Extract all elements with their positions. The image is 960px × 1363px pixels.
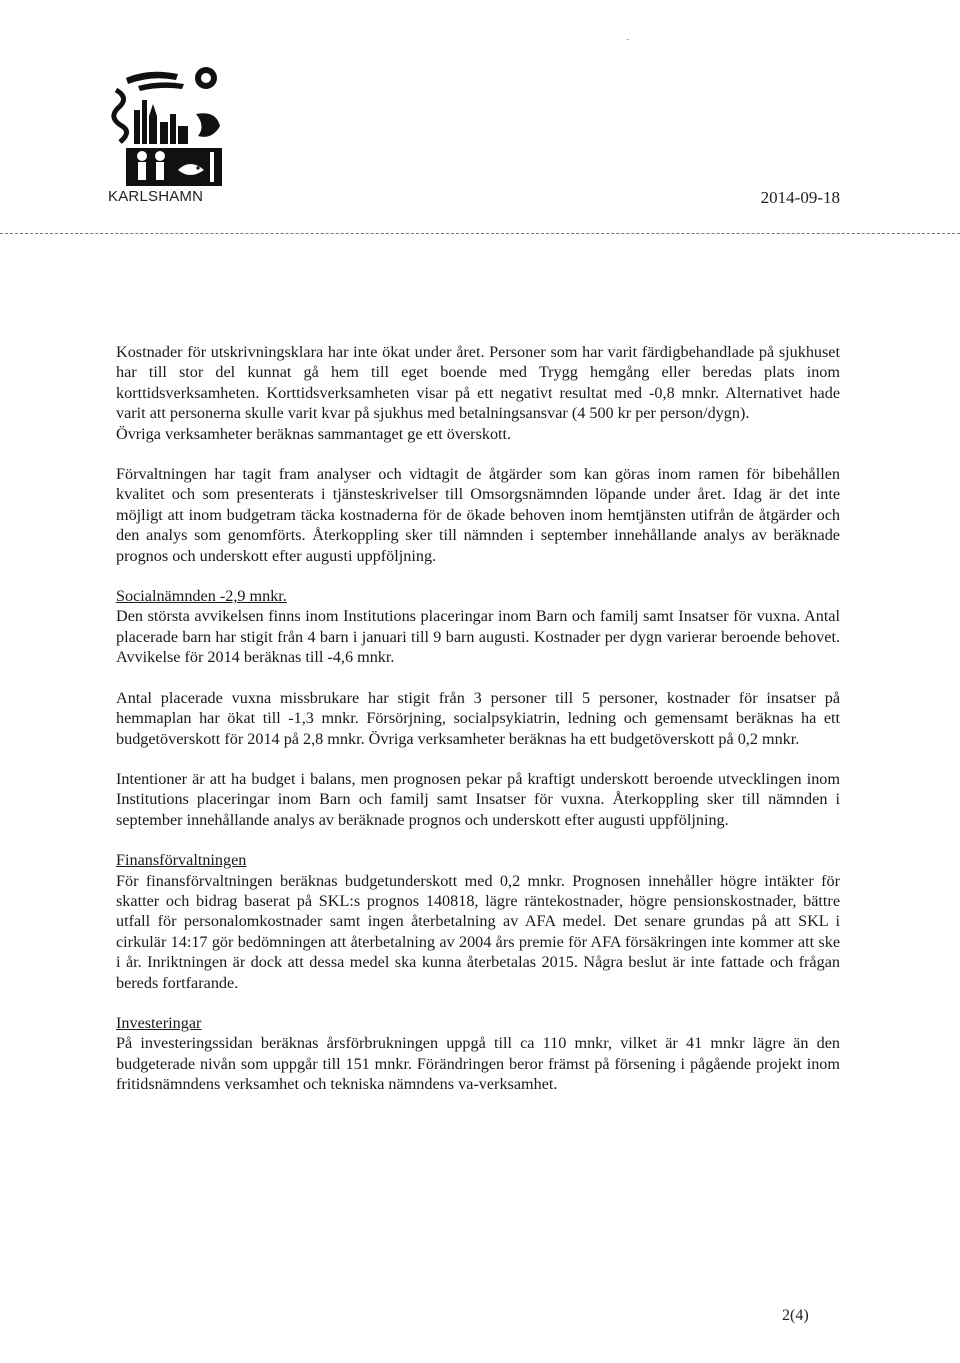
heading-finansforvaltningen: Finansförvaltningen <box>116 851 247 870</box>
paragraph-intentioner: Intentioner är att ha budget i balans, men prognosen pekar på kraftigt underskott beroende utvecklingen inom Institutions placeringar inom Barn och familj samt Insatser för vuxna. Återkoppling sker till nämnden i september innehållande analys av beräknade prognos och underskott efter augusti uppföljning. <box>116 769 840 829</box>
logo-text: KARLSHAMN <box>108 188 204 205</box>
paragraph-ovriga-verksamheter: Övriga verksamheter beräknas sammantaget ge ett överskott. <box>116 424 512 443</box>
paragraph-forvaltningen: Förvaltningen har tagit fram analyser och vidtagit de åtgärder som kan göras inom ramen för bibehållen kvalitet och som presenterats i tjänsteskrivelser till Omsorgsnämnden löpande under året. Idag är det inte möjligt att inom budgetram täcka kostnaderna för de ökade behoven inom hemtjänsten utifrån de åtgärder och den analys som genomförts. Återkoppling sker till nämnden i september innehållande analys av beräknade prognos och underskott efter augusti uppföljning. <box>116 465 840 565</box>
paragraph-finansforvaltningen: För finansförvaltningen beräknas budgetunderskott med 0,2 mnkr. Prognosen innehåller högre intäkter för skatter och bidrag baserat på SKL:s prognos 140818, lägre räntekostnader, högre pensionskostnader, bättre utfall för personalomkostnader samt ingen återbetalning av AFA medel. Det senare grundas på att SKL i cirkulär 14:17 gör bedömningen att återbetalning av 2004 års premie för AFA försäkringen inte kommer att ske i år. Inriktningen är dock att dessa medel ska kunna återbetalas 2015. Några beslut är inte fattade och frågan bereds fortfarande. <box>116 871 840 992</box>
karlshamn-logo <box>108 60 230 210</box>
paragraph-vuxna-missbrukare: Antal placerade vuxna missbrukare har stigit från 3 personer till 5 personer, kostnader för insatser på hemmaplan har ökat till -1,3 mnkr. Försörjning, socialpsykiatrin, ledning och gemensamt beräknas ha ett budgetöverskott för 2014 på 2,8 mnkr. Övriga verksamheter beräknas ha ett budgetöverskott på 0,2 mnkr. <box>116 688 840 748</box>
heading-socialnamnden: Socialnämnden -2,9 mnkr. <box>116 587 287 606</box>
city-crest-icon <box>108 60 230 188</box>
paragraph-utskrivningsklara: Kostnader för utskrivningsklara har inte ökat under året. Personer som har varit färdigbehandlade på sjukhuset har till stor del kunnat gå hem till eget boende med Trygg hemgång eller beredas plats inom korttidsverksamheten. Korttidsverksamheten visar på ett negativt resultat med -0,8 mnkr. Alternativet hade varit att personerna skulle varit kvar på sjukhus med betalningsansvar (4 500 kr per person/dygn). <box>116 343 840 423</box>
header-divider <box>0 233 960 234</box>
page-number: 2(4) <box>782 1307 809 1324</box>
heading-investeringar: Investeringar <box>116 1013 202 1032</box>
paragraph-avvikelse-barn: Den största avvikelsen finns inom Institutions placeringar inom Barn och familj samt Insatser för vuxna. Antal placerade barn har stigit från 4 barn i januari till 9 barn augusti. Kostnader per dygn varierar beroende behovet. Avvikelse för 2014 beräknas till -4,6 mnkr. <box>116 607 840 667</box>
document-body <box>116 342 840 1115</box>
paragraph-investeringar: På investeringssidan beräknas årsförbrukningen uppgå till ca 110 mnkr, vilket är 41 mnkr lägre än den budgeterade nivån som uppgår till 151 mnkr. Förändringen beror främst på försening i pågående projekt inom fritidsnämndens verksamhet och tekniska nämndens va-verksamhet. <box>116 1034 840 1094</box>
margin-mark: - <box>626 34 630 45</box>
document-date: 2014-09-18 <box>760 188 840 207</box>
